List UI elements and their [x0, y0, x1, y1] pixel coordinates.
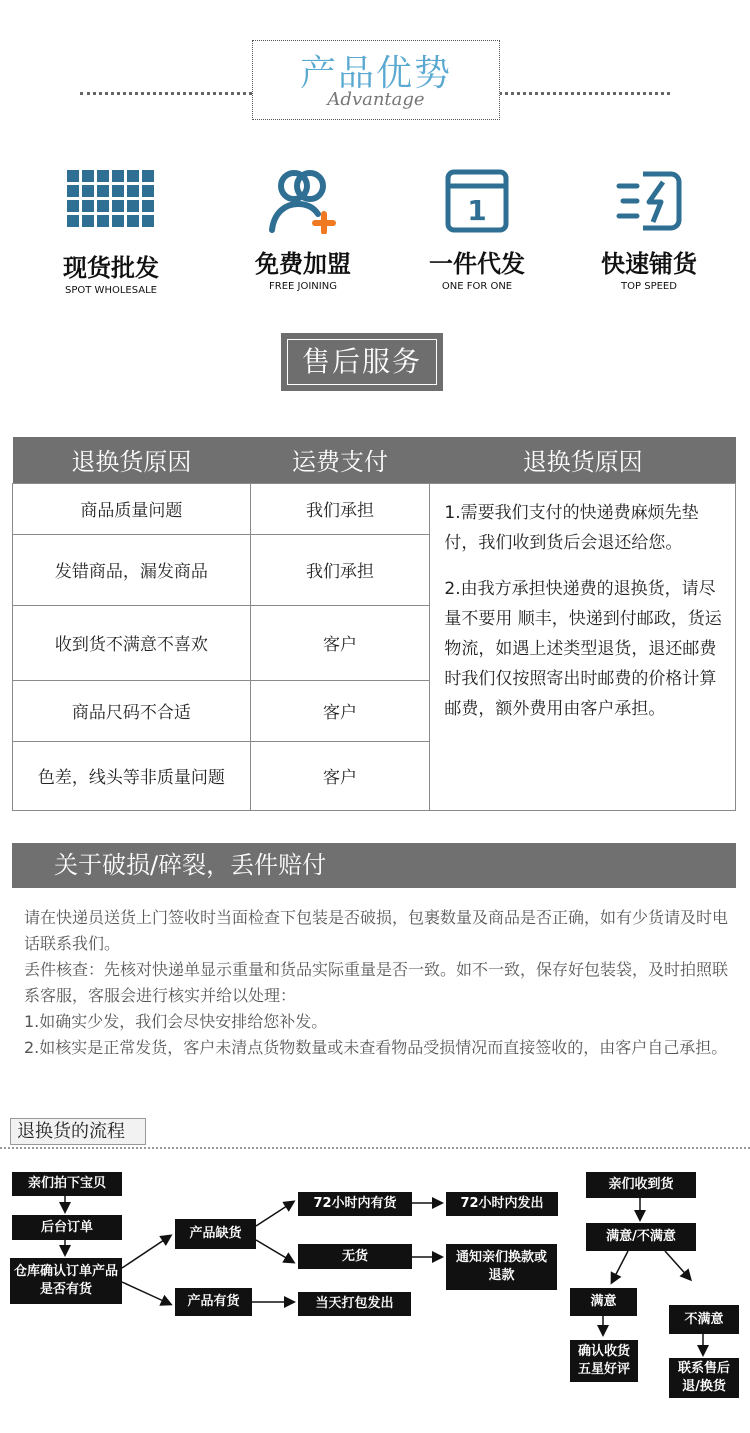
flow-box-unsatisfied: 不满意	[669, 1305, 739, 1334]
advantage-label-cn: 免费加盟	[255, 250, 351, 278]
advantage-label-cn: 快速铺货	[601, 250, 697, 278]
table-header: 运费支付	[250, 437, 430, 483]
advantage-label-cn: 一件代发	[429, 250, 525, 278]
flow-box-backend: 后台订单	[12, 1215, 122, 1240]
flow-box-no-stock: 无货	[298, 1244, 412, 1269]
arrow-outofstock-nostock	[256, 1240, 293, 1262]
table-note-1: 1.需要我们支付的快递费麻烦先垫付，我们收到货后会退还给您。	[444, 502, 699, 553]
advantage-label-cn: 现货批发	[63, 254, 159, 282]
arrow-outofstock-72h	[256, 1202, 293, 1226]
damage-line: 2.如核实是正常发货，客户未清点货物数量或未查看物品受损情况而直接签收的，由客户自己承担。	[24, 1038, 728, 1057]
table-cell-reason: 收到货不满意不喜欢	[13, 605, 251, 680]
table-cell-reason: 发错商品，漏发商品	[13, 534, 251, 605]
advantage-label-en: ONE FOR ONE	[441, 281, 513, 292]
advantage-label-en: FREE JOINING	[269, 281, 337, 292]
damage-line: 请在快递员送货上门签收时当面检查下包装是否破损，包裹数量及商品是否正确，如有少货请及时电话联系我们。	[24, 908, 729, 953]
table-cell-payer: 客户	[250, 680, 430, 741]
advantage-label-en: SPOT WHOLESALE	[65, 285, 157, 296]
damage-section-title: 关于破损/碎裂，丢件赔付	[12, 843, 736, 888]
flow-box-confirm: 确认收货五星好评	[570, 1340, 638, 1382]
table-cell-reason: 色差，线头等非质量问题	[13, 741, 251, 810]
flow-box-out-of-stock: 产品缺货	[175, 1219, 256, 1249]
flow-box-contact: 联系售后退/换货	[669, 1358, 739, 1398]
table-note-2: 2.由我方承担快递费的退换货，请尽量不要用 顺丰，快递到付邮政，货运物流，如遇上述类型退货，退还邮费时我们仅按照寄出时邮费的价格计算邮费，额外费用由客户承担。	[444, 578, 722, 719]
flow-box-restock-72h: 72小时内有货	[298, 1192, 412, 1216]
table-cell-payer: 客户	[250, 741, 430, 810]
damage-line: 1.如确实少发，我们会尽快安排给您补发。	[24, 1012, 328, 1031]
damage-line: 丢件核查：先核对快递单显示重量和货品实际重量是否一致。如不一致，保存好包装袋，及时拍照联系客服，客服会进行核实并给以处理：	[24, 960, 729, 1005]
flow-box-received: 亲们收到货	[586, 1172, 696, 1198]
process-title: 退换货的流程	[10, 1118, 146, 1145]
page-subtitle: Advantage	[327, 89, 425, 110]
flow-box-warehouse: 仓库确认订单产品是否有货	[10, 1258, 122, 1304]
arrow-warehouse-outofstock	[122, 1236, 170, 1268]
table-cell-reason: 商品质量问题	[13, 483, 251, 534]
flow-box-ship-72h: 72小时内发出	[446, 1192, 558, 1216]
flow-box-notify: 通知亲们换款或退款	[446, 1244, 557, 1290]
table-cell-payer: 客户	[250, 605, 430, 680]
flow-box-in-stock: 产品有货	[175, 1288, 252, 1316]
arrow-warehouse-instock	[122, 1282, 170, 1304]
table-header: 退换货原因	[430, 437, 736, 483]
svg-text:1: 1	[467, 194, 487, 227]
flow-box-satisfied: 满意	[570, 1288, 637, 1316]
arrow-satisfiedq-satisfied	[612, 1251, 628, 1282]
flow-box-order: 亲们拍下宝贝	[12, 1172, 122, 1196]
table-cell-reason: 商品尺码不合适	[13, 680, 251, 741]
flow-box-satisfied-question: 满意/不满意	[586, 1223, 696, 1251]
table-header: 退换货原因	[13, 437, 251, 483]
table-cell-payer: 我们承担	[250, 534, 430, 605]
flow-box-same-day: 当天打包发出	[298, 1292, 411, 1316]
table-cell-payer: 我们承担	[250, 483, 430, 534]
page-title: 产品优势	[299, 53, 452, 94]
arrow-satisfiedq-unsatisfied	[665, 1251, 690, 1279]
after-sale-title: 售后服务	[287, 339, 437, 385]
advantage-label-en: TOP SPEED	[621, 281, 677, 292]
